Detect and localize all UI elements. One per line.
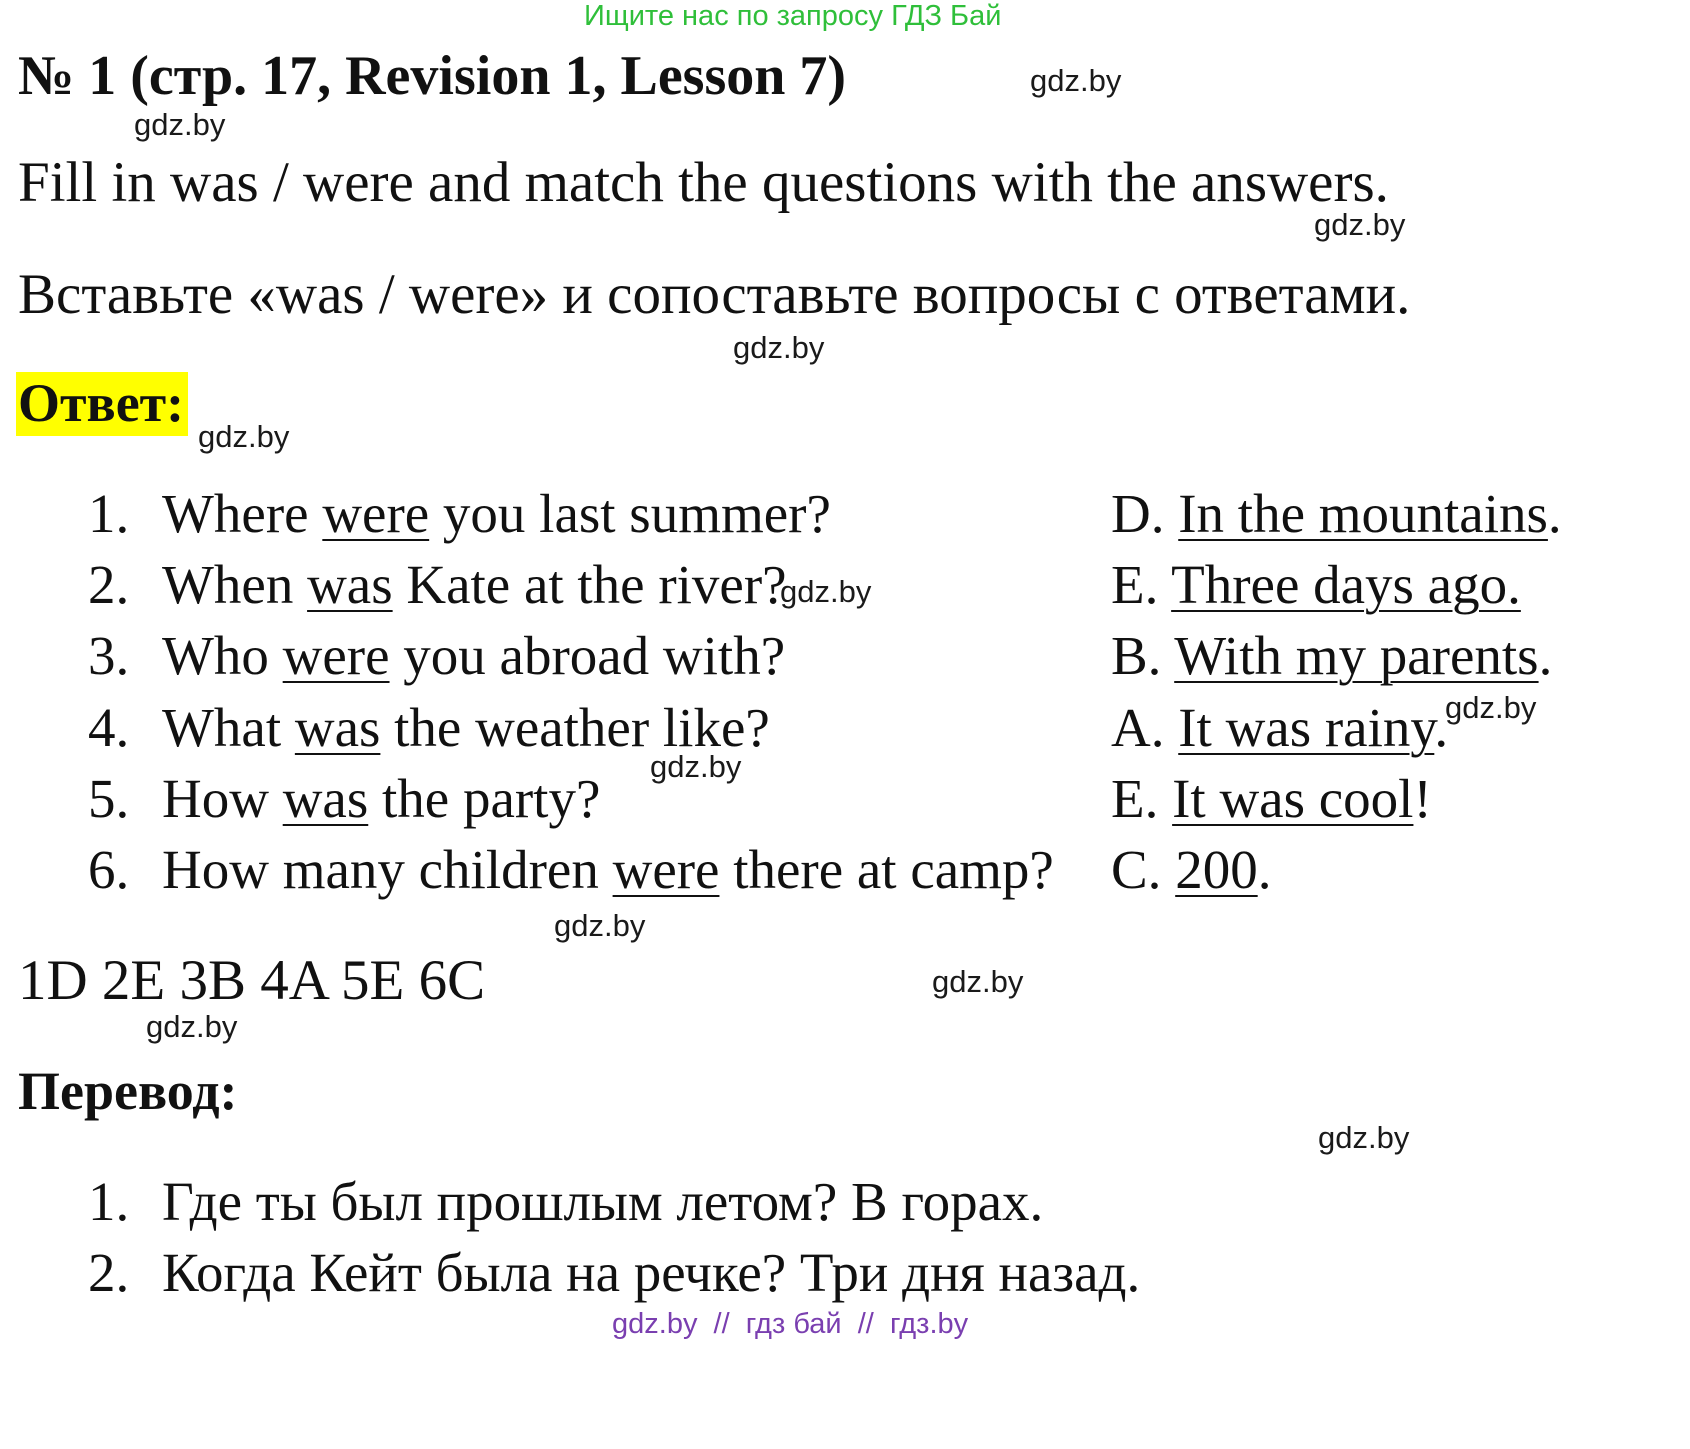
watermark: gdz.by	[1445, 690, 1537, 725]
answer-2: E. Three days ago.	[1111, 554, 1521, 615]
question-5: 5. How was the party?	[88, 768, 601, 829]
answer-5: E. It was cool!	[1111, 768, 1432, 829]
question-6: 6. How many children were there at camp?	[88, 839, 1054, 900]
watermark: gdz.by	[650, 749, 742, 784]
question-3-verb: were	[282, 625, 390, 686]
translation-1: 1. Где ты был прошлым летом? В горах.	[88, 1171, 1044, 1232]
question-4: 4. What was the weather like?	[88, 697, 770, 758]
question-1-verb: were	[322, 483, 430, 544]
top-banner: Ищите нас по запросу ГДЗ Бай	[584, 0, 1002, 32]
watermark: gdz.by	[1314, 207, 1406, 242]
watermark: gdz.by	[1318, 1120, 1410, 1155]
translation-2: 2. Когда Кейт была на речке? Три дня назад.	[88, 1242, 1141, 1303]
question-4-verb: was	[294, 697, 381, 758]
instruction-english: Fill in was / were and match the questions with the answers.	[18, 151, 1389, 214]
translation-label: Перевод:	[18, 1061, 238, 1121]
instruction-russian: Вставьте «was / were» и сопоставьте вопросы с ответами.	[18, 263, 1411, 326]
watermark: gdz.by	[733, 330, 825, 365]
answer-3: B. With my parents.	[1111, 625, 1553, 686]
watermark: gdz.by	[198, 419, 290, 454]
page-title: № 1 (стр. 17, Revision 1, Lesson 7)	[18, 45, 847, 107]
watermark: gdz.by	[932, 964, 1024, 999]
watermark: gdz.by	[134, 107, 226, 142]
question-2-verb: was	[307, 554, 393, 615]
question-6-verb: were	[612, 839, 720, 900]
answer-1: D. In the mountains.	[1111, 483, 1562, 544]
watermark: gdz.by	[146, 1009, 238, 1044]
question-5-verb: was	[282, 768, 369, 829]
answer-label: Ответ:	[16, 372, 188, 436]
footer-watermark: gdz.by // гдз бай // гдз.by	[612, 1308, 969, 1340]
answer-6: C. 200.	[1111, 839, 1272, 900]
watermark: gdz.by	[1030, 63, 1122, 98]
question-3: 3. Who were you abroad with?	[88, 625, 786, 686]
question-2: 2. When was Kate at the river?	[88, 554, 787, 615]
question-1: 1. Where were you last summer?	[88, 483, 831, 544]
answer-key: 1D 2E 3B 4A 5E 6C	[18, 949, 486, 1012]
answer-4: A. It was rainy.	[1111, 697, 1449, 758]
watermark: gdz.by	[780, 574, 872, 609]
watermark: gdz.by	[554, 908, 646, 943]
